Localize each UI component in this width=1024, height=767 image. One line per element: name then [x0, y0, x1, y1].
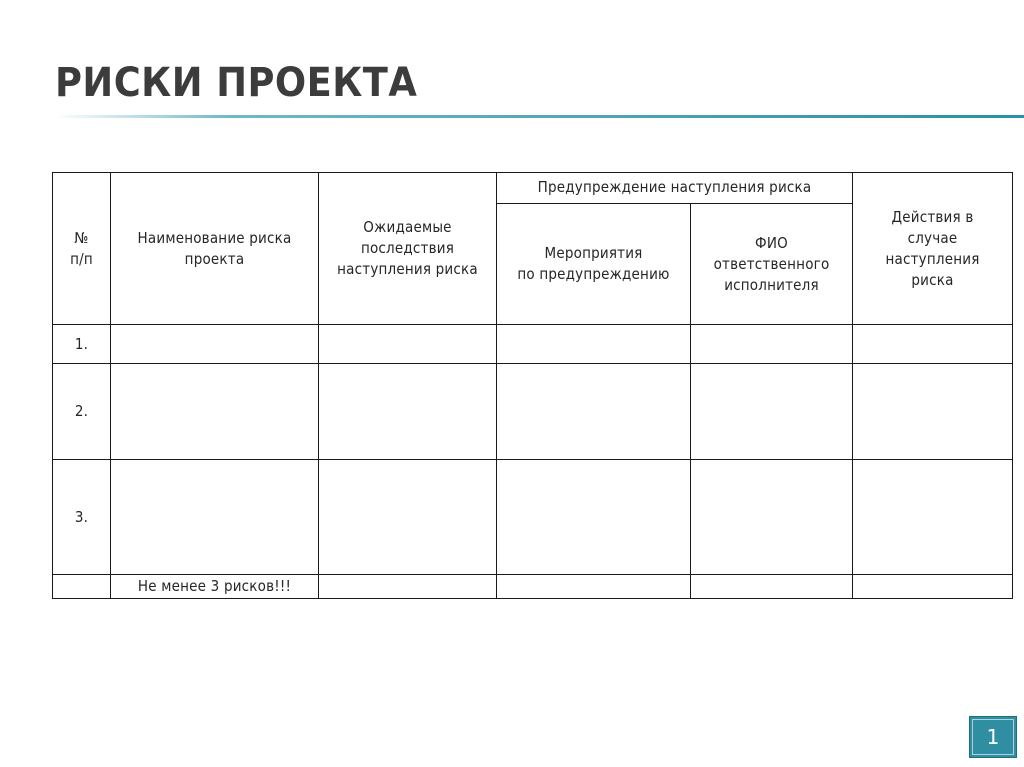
- header-responsible-line: исполнителя: [724, 275, 819, 294]
- table-header-row: [53, 173, 1013, 204]
- cell-actions: [853, 364, 1013, 460]
- cell-actions: [853, 575, 1013, 599]
- header-responsible-line: ответственного: [713, 254, 830, 273]
- header-responsible-line: ФИО: [755, 233, 788, 252]
- header-number-line: №: [74, 228, 89, 247]
- cell-responsible: [691, 364, 853, 460]
- header-prevention-group: Предупреждение наступления риска: [497, 173, 853, 204]
- row-number: 1.: [53, 325, 111, 364]
- cell-risk-name: [111, 364, 319, 460]
- header-actions-line: наступления: [885, 249, 980, 268]
- cell-measures: [497, 364, 691, 460]
- header-consequences-line: последствия: [360, 239, 455, 257]
- header-actions-line: риска: [911, 270, 954, 289]
- header-risk-name-line: Наименование риска: [137, 228, 292, 247]
- header-actions-line: случае: [907, 228, 958, 247]
- cell-measures: [497, 460, 691, 575]
- header-risk-name: [111, 173, 319, 325]
- cell-risk-name-note: Не менее 3 рисков!!!: [111, 575, 319, 599]
- row-number: [53, 575, 111, 599]
- cell-actions: [853, 325, 1013, 364]
- slide-title: РИСКИ ПРОЕКТА: [55, 60, 418, 106]
- cell-risk-name: [111, 460, 319, 575]
- page-number-badge: [969, 716, 1017, 758]
- cell-consequences: [319, 364, 497, 460]
- cell-actions: [853, 460, 1013, 575]
- header-responsible: [691, 204, 853, 325]
- cell-risk-name: [111, 325, 319, 364]
- page-number: 1: [972, 719, 1014, 755]
- table-row: [53, 460, 1013, 575]
- header-number-line: п/п: [70, 249, 93, 268]
- cell-consequences: [319, 325, 497, 364]
- cell-responsible: [691, 460, 853, 575]
- header-consequences-line: Ожидаемые: [363, 218, 452, 236]
- header-measures-line: Мероприятия: [544, 244, 643, 262]
- header-measures: [497, 204, 691, 325]
- table-row: [53, 364, 1013, 460]
- cell-consequences: [319, 575, 497, 599]
- header-number: [53, 173, 111, 325]
- cell-consequences: [319, 460, 497, 575]
- header-measures-line: по предупреждению: [517, 265, 670, 283]
- row-number: 3.: [53, 460, 111, 575]
- row-number: 2.: [53, 364, 111, 460]
- header-risk-name-line: проекта: [184, 249, 245, 268]
- cell-responsible: [691, 325, 853, 364]
- header-consequences: [319, 173, 497, 325]
- table-row: [53, 325, 1013, 364]
- cell-responsible: [691, 575, 853, 599]
- header-actions: [853, 173, 1013, 325]
- title-underline: [55, 115, 1024, 118]
- header-actions-line: Действия в: [891, 207, 974, 226]
- table-row: [53, 575, 1013, 599]
- header-consequences-line: наступления риска: [337, 260, 478, 278]
- risk-table: [52, 172, 1013, 599]
- cell-measures: [497, 575, 691, 599]
- cell-measures: [497, 325, 691, 364]
